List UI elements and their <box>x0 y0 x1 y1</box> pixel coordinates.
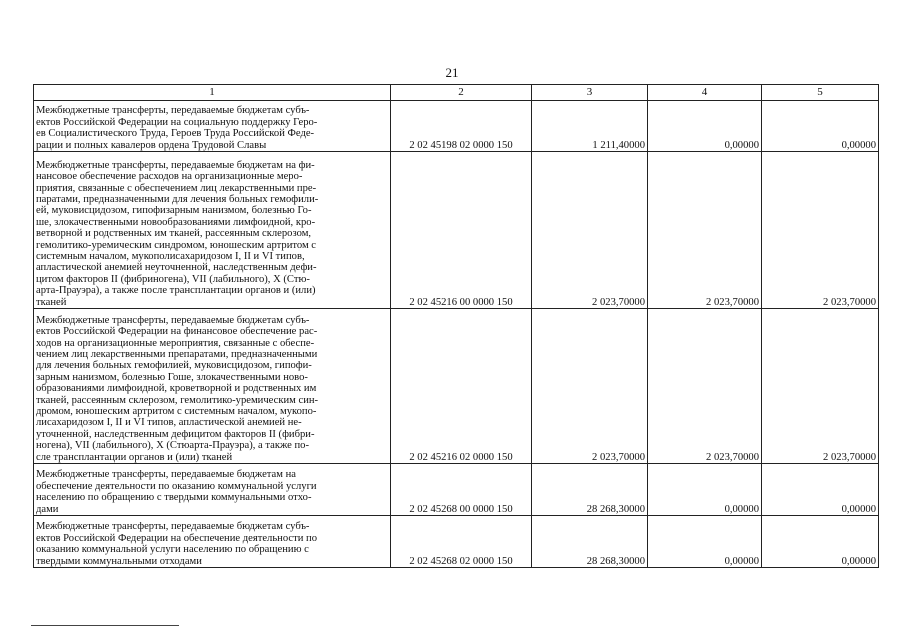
row-value-col3: 1 211,40000 <box>532 101 648 152</box>
row-budget-code: 2 02 45268 02 0000 150 <box>391 516 532 568</box>
column-header-3: 3 <box>532 85 648 101</box>
row-value-col5: 0,00000 <box>762 516 879 568</box>
column-header-4: 4 <box>648 85 762 101</box>
row-value-col5: 0,00000 <box>762 101 879 152</box>
row-value-col5: 2 023,70000 <box>762 152 879 309</box>
column-header-5: 5 <box>762 85 879 101</box>
footnote-divider <box>31 625 179 626</box>
row-value-col3: 28 268,30000 <box>532 464 648 516</box>
column-header-2: 2 <box>391 85 532 101</box>
row-value-col4: 0,00000 <box>648 464 762 516</box>
row-value-col5: 0,00000 <box>762 464 879 516</box>
row-description: Межбюджетные трансферты, передаваемые бюджетам на фи- нансовое обеспечение расходов на организационные меро- приятия, связанные с обеспечением лиц лекарственными пре- паратами, предназначенными для лечения больных гемофили- ей, муковисцидозом, гипофизарным нанизмом, болезнью Го- ше, злокачественными новообразованиями лимфоидной, кро- ветворной и родственных им тканей, рассеянным склерозом, гемолитико-уремическим синдромом, юношеским артритом с системным началом, мукополисахаридозом I, II и VI типов, апластической анемией неуточненной, наследственным дефи- цитом факторов II (фибриногена), VII (лабильного), X (Стю- арта-Прауэра), а также после трансплантации органов и (или) тканей <box>34 152 391 309</box>
row-value-col4: 2 023,70000 <box>648 309 762 464</box>
row-value-col4: 0,00000 <box>648 101 762 152</box>
table-row <box>34 516 879 568</box>
row-description: Межбюджетные трансферты, передаваемые бюджетам субъ- ектов Российской Федерации на обеспечение деятельности по оказанию коммунальной услуги населению по обращению с твердыми коммунальными отходами <box>34 516 391 568</box>
row-budget-code: 2 02 45198 02 0000 150 <box>391 101 532 152</box>
table-header-row <box>34 85 879 101</box>
row-budget-code: 2 02 45216 02 0000 150 <box>391 309 532 464</box>
row-budget-code: 2 02 45216 00 0000 150 <box>391 152 532 309</box>
budget-table <box>33 84 879 568</box>
row-value-col3: 2 023,70000 <box>532 152 648 309</box>
row-value-col3: 2 023,70000 <box>532 309 648 464</box>
page-number: 21 <box>445 65 459 80</box>
table-row <box>34 101 879 152</box>
row-description: Межбюджетные трансферты, передаваемые бюджетам субъ- ектов Российской Федерации на социальную поддержку Геро- ев Социалистического Труда, Героев Труда Российской Феде- рации и полных кавалеров ордена Трудовой Славы <box>34 101 391 152</box>
row-description: Межбюджетные трансферты, передаваемые бюджетам на обеспечение деятельности по оказанию коммунальной услуги населению по обращению с твердыми коммунальными отхо- дами <box>34 464 391 516</box>
row-budget-code: 2 02 45268 00 0000 150 <box>391 464 532 516</box>
table-row <box>34 309 879 464</box>
row-description: Межбюджетные трансферты, передаваемые бюджетам субъ- ектов Российской Федерации на финансовое обеспечение рас- ходов на организационные мероприятия, связанные с обеспе- чением лиц лекарственными препаратами, предназначенными для лечения больных гемофилией, муковисцидозом, гипофи- зарным нанизмом, болезнью Гоше, злокачественными ново- образованиями лимфоидной, кроветворной и родственных им тканей, рассеянным склерозом, гемолитико-уремическим син- дромом, юношеским артритом с системным началом, мукопо- лисахаридозом I, II и VI типов, апластической анемией не- уточненной, наследственным дефицитом факторов II (фибри- ногена), VII (лабильного), X (Стюарта-Прауэра), а также по- сле трансплантации органов и (или) тканей <box>34 309 391 464</box>
row-value-col4: 2 023,70000 <box>648 152 762 309</box>
row-value-col5: 2 023,70000 <box>762 309 879 464</box>
row-value-col4: 0,00000 <box>648 516 762 568</box>
table-row <box>34 464 879 516</box>
column-header-1: 1 <box>34 85 391 101</box>
row-value-col3: 28 268,30000 <box>532 516 648 568</box>
table-row <box>34 152 879 309</box>
